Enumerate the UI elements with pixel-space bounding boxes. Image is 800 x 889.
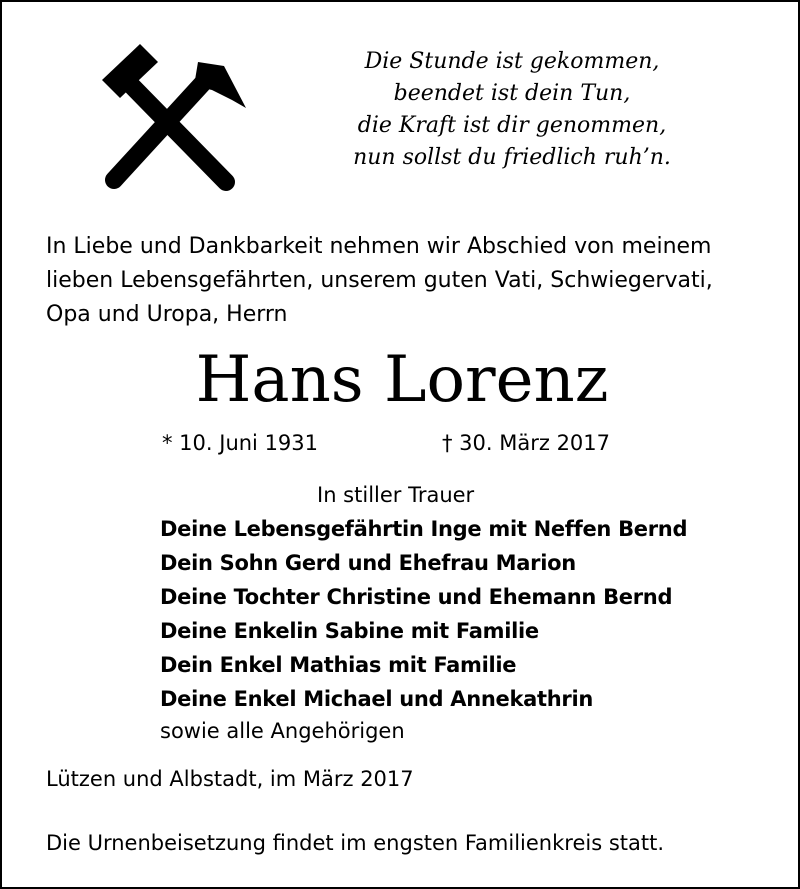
birth-date: * 10. Juni 1931 xyxy=(162,431,319,455)
mourner-item: Dein Enkel Mathias mit Familie xyxy=(160,653,517,677)
mourner-item: Deine Enkelin Sabine mit Familie xyxy=(160,619,539,643)
mourner-item: Deine Enkel Michael und Annekathrin xyxy=(160,687,594,711)
mourner-item: Deine Lebensgefährtin Inge mit Neffen Bernd xyxy=(160,517,688,541)
verse xyxy=(282,46,742,174)
death-date: † 30. März 2017 xyxy=(442,431,611,455)
verse-line: nun sollst du friedlich ruh’n. xyxy=(353,145,671,170)
place-date: Lützen und Albstadt, im März 2017 xyxy=(46,767,414,791)
burial-note: Die Urnenbeisetzung findet im engsten Familienkreis statt. xyxy=(46,831,665,855)
mourning-label: In stiller Trauer xyxy=(317,483,475,507)
mourner-item: Dein Sohn Gerd und Ehefrau Marion xyxy=(160,551,576,575)
intro-line: lieben Lebensgefährten, unserem guten Vati, Schwiegervati, xyxy=(46,268,713,293)
verse-line: beendet ist dein Tun, xyxy=(393,81,631,106)
relatives-line: sowie alle Angehörigen xyxy=(160,719,405,743)
intro-line: Opa und Uropa, Herrn xyxy=(46,302,288,327)
mourner-list xyxy=(160,512,780,716)
mourner-item: Deine Tochter Christine und Ehemann Bernd xyxy=(160,585,673,609)
verse-line: die Kraft ist dir genommen, xyxy=(357,113,667,138)
deceased-name: Hans Lorenz xyxy=(195,343,609,417)
intro-line: In Liebe und Dankbarkeit nehmen wir Abschied von meinem xyxy=(46,234,712,259)
verse-line: Die Stunde ist gekommen, xyxy=(364,49,660,74)
crossed-hammers-icon xyxy=(94,40,254,192)
intro-text xyxy=(46,230,766,332)
